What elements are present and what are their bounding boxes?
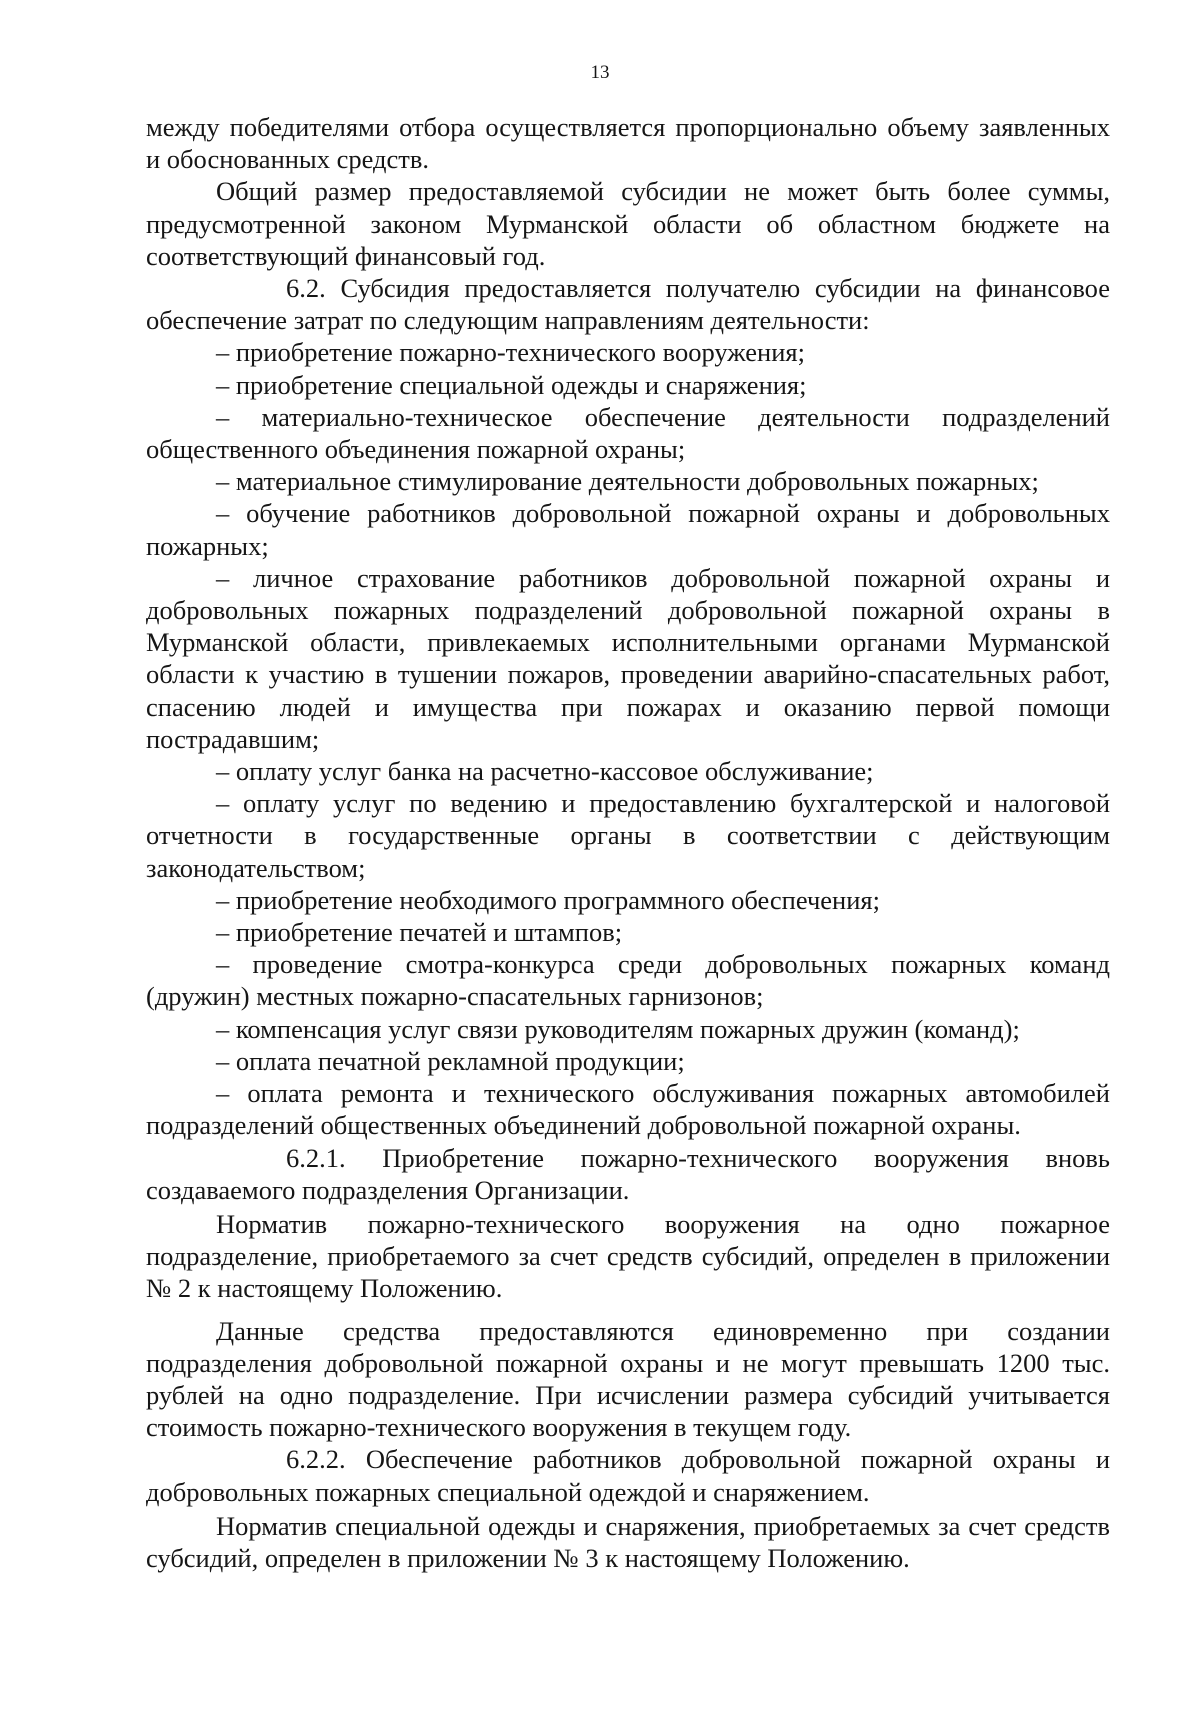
section-6-2-2-paragraph [146,1443,1110,1507]
section-number: 6.2.2. [286,1444,346,1475]
paragraph: Данные средства предоставляются единовременно при создании подразделения добровольной пожарной охраны и не могут превышать 1200 тыс. рублей на одно подразделение. При исчислении размера субсидий учитывается стоимость пожарно-технического вооружения в текущем году. [146,1315,1110,1443]
list-item: – оплата печатной рекламной продукции; [216,1045,685,1076]
document-body [146,111,1110,1574]
list-item: – приобретение печатей и штампов; [216,917,623,948]
list-item: – материально-техническое обеспечение деятельности подразделений общественного объединения пожарной охраны; [146,401,1110,465]
section-number: 6.2. [286,273,326,304]
page-number: 13 [590,62,610,83]
section-text: Обеспечение работников добровольной пожарной охраны и добровольных пожарных специальной одеждой и снаряжением. [146,1444,1110,1507]
list-item: – оплата ремонта и технического обслуживания пожарных автомобилей подразделений общественных объединений добровольной пожарной охраны. [146,1078,1110,1141]
list-item: – оплату услуг банка на расчетно-кассовое обслуживание; [216,756,874,787]
paragraph: Норматив специальной одежды и снаряжения, приобретаемых за счет средств субсидий, определен в приложении № 3 к настоящему Положению. [146,1510,1110,1573]
paragraph: Общий размер предоставляемой субсидии не может быть более суммы, предусмотренной законом Мурманской области об областном бюджете на соответствующий финансовый год. [146,176,1110,271]
list-item: – обучение работников добровольной пожарной охраны и добровольных пожарных; [146,498,1110,561]
section-number: 6.2.1. [286,1142,346,1173]
list-item: – приобретение специальной одежды и снаряжения; [216,369,807,400]
list-item: – компенсация услуг связи руководителям пожарных дружин (команд); [216,1013,1020,1044]
list-item: – приобретение необходимого программного обеспечения; [216,884,880,915]
section-6-2-1-paragraph [146,1142,1110,1206]
list-item: – материальное стимулирование деятельности добровольных пожарных; [216,466,1039,497]
paragraph: Норматив пожарно-технического вооружения на одно пожарное подразделение, приобретаемого за счет средств субсидий, определен в приложении № 2 к настоящему Положению. [146,1208,1110,1304]
list-item: – оплату услуг по ведению и предоставлению бухгалтерской и налоговой отчетности в государственные органы в соответствии с действующим законодательством; [146,788,1110,883]
list-item: – личное страхование работников добровольной пожарной охраны и добровольных пожарных подразделений добровольной пожарной охраны в Мурманской области, привлекаемых исполнительными органами Мурманской области к участию в тушении пожаров, проведении аварийно-спасательных работ, спасению людей и имущества при пожарах и оказанию первой помощи пострадавшим; [146,562,1110,754]
section-text: Приобретение пожарно-технического вооружения вновь создаваемого подразделения Организации. [146,1142,1110,1205]
list-item: – проведение смотра-конкурса среди добровольных пожарных команд (дружин) местных пожарно-спасательных гарнизонов; [146,949,1110,1012]
paragraph: между победителями отбора осуществляется пропорционально объему заявленных и обоснованных средств. [146,112,1110,175]
list-item: – приобретение пожарно-технического вооружения; [216,337,805,368]
section-6-2-paragraph [146,272,1110,336]
section-text: Субсидия предоставляется получателю субсидии на финансовое обеспечение затрат по следующим направлениям деятельности: [146,273,1110,336]
